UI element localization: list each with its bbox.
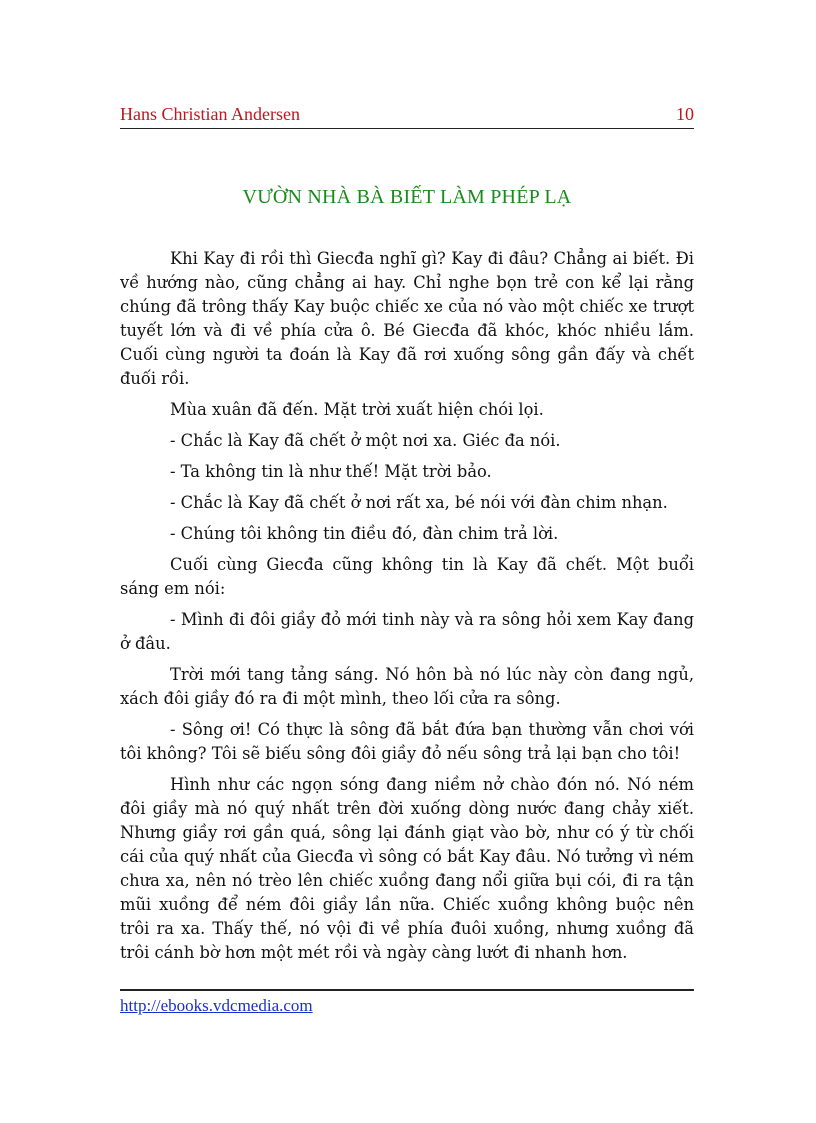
- paragraph: Hình như các ngọn sóng đang niềm nở chào đón nó. Nó ném đôi giầy mà nó quý nhất trên đời xuống dòng nước đang chảy xiết. Nhưng giầy rơi gần quá, sông lại đánh giạt vào bờ, như có ý từ chối cái của quý nhất của Giecđa vì sông có bắt Kay đâu. Nó tưởng vì ném chưa xa, nên nó trèo lên chiếc xuồng đang nổi giữa bụi cói, đi ra tận mũi xuồng để ném đôi giầy lần nữa. Chiếc xuồng không buộc nên trôi ra xa. Thấy thế, nó vội đi về phía đuôi xuồng, nhưng xuồng đã trôi cánh bờ hơn một mét rồi và ngày càng lướt đi nhanh hơn.: [120, 775, 694, 962]
- footer-divider: [120, 989, 694, 991]
- paragraph: Mùa xuân đã đến. Mặt trời xuất hiện chói lọi.: [170, 400, 544, 419]
- paragraph: - Ta không tin là như thế! Mặt trời bảo.: [170, 462, 492, 481]
- footer-url-link[interactable]: http://ebooks.vdcmedia.com: [120, 996, 313, 1015]
- chapter-title: VƯỜN NHÀ BÀ BIẾT LÀM PHÉP LẠ: [242, 186, 572, 208]
- paragraph: - Chúng tôi không tin điều đó, đàn chim trả lời.: [170, 524, 559, 543]
- page-header: [120, 104, 694, 129]
- page-number: 10: [676, 104, 694, 124]
- paragraph: Khi Kay đi rồi thì Giecđa nghĩ gì? Kay đi đâu? Chẳng ai biết. Đi về hướng nào, cũng chẳng ai hay. Chỉ nghe bọn trẻ con kể lại rằng chúng đã trông thấy Kay buộc chiếc xe của nó vào một chiếc xe trượt tuyết lớn và đi về phía cửa ô. Bé Giecđa đã khóc, khóc nhiều lắm. Cuối cùng người ta đoán là Kay đã rơi xuống sông gần đấy và chết đuối rồi.: [120, 249, 694, 388]
- paragraph: - Chắc là Kay đã chết ở một nơi xa. Giéc đa nói.: [170, 431, 561, 450]
- story-body: [120, 247, 694, 972]
- author-name: Hans Christian Andersen: [120, 104, 300, 124]
- paragraph: - Mình đi đôi giầy đỏ mới tinh này và ra sông hỏi xem Kay đang ở đâu.: [120, 610, 694, 653]
- paragraph: Trời mới tang tảng sáng. Nó hôn bà nó lúc này còn đang ngủ, xách đôi giầy đó ra đi một mình, theo lối cửa ra sông.: [120, 665, 694, 708]
- paragraph: - Chắc là Kay đã chết ở nơi rất xa, bé nói với đàn chim nhạn.: [170, 493, 668, 512]
- paragraph: Cuối cùng Giecđa cũng không tin là Kay đã chết. Một buổi sáng em nói:: [120, 555, 694, 598]
- paragraph: - Sông ơi! Có thực là sông đã bắt đứa bạn thường vẫn chơi với tôi không? Tôi sẽ biếu sông đôi giầy đỏ nếu sông trả lại bạn cho tôi!: [120, 720, 694, 763]
